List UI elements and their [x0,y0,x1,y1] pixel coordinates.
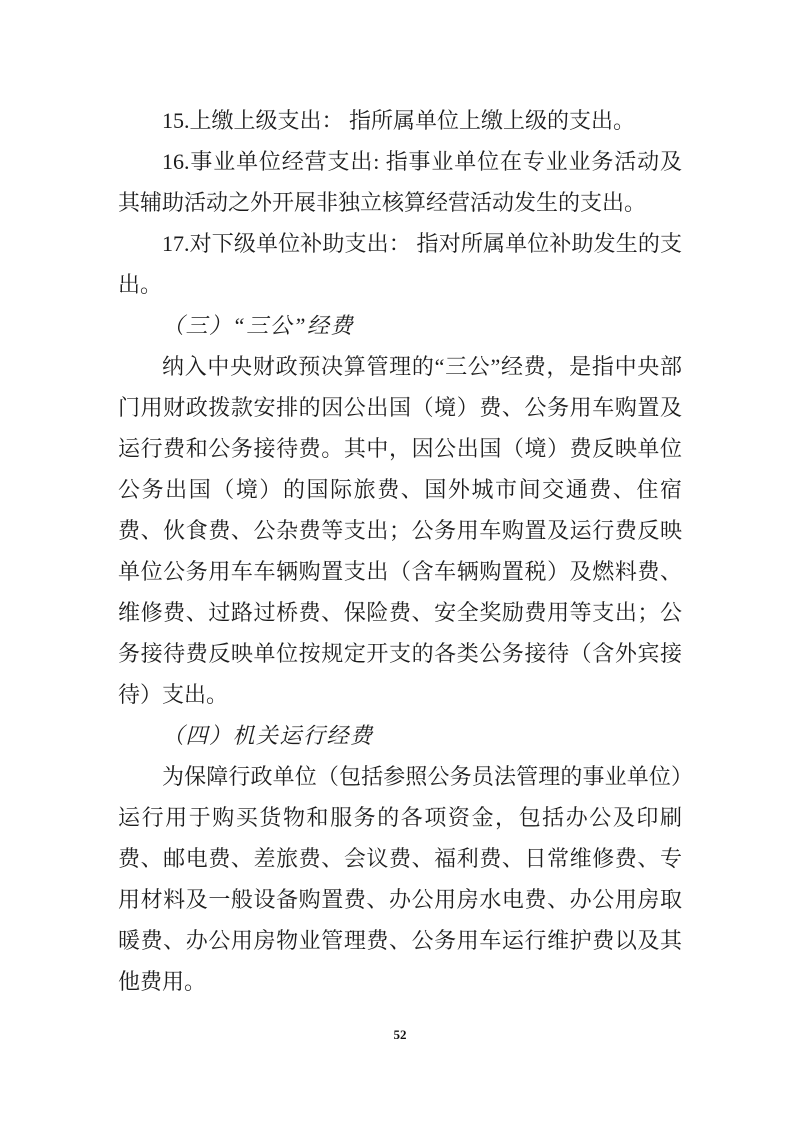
page-number: 52 [393,1027,407,1042]
document-content [118,100,682,1002]
section-heading-agency-operating-funds: （四）机关运行经费 [162,723,374,748]
section-heading-three-public-funds: （三）“三公”经费 [162,313,354,338]
paragraph-item-17: 17.对下级单位补助支出： 指对所属单位补助发生的支出。 [118,231,682,297]
paragraph-item-16: 16.事业单位经营支出: 指事业单位在专业业务活动及其辅助活动之外开展非独立核算经营活动发生的支出。 [118,149,682,215]
paragraph-three-public-funds-definition: 纳入中央财政预决算管理的“三公”经费，是指中央部门用财政拨款安排的因公出国（境）费、公务用车购置及运行费和公务接待费。其中，因公出国（境）费反映单位公务出国（境）的国际旅费、国外城市间交通费、住宿费、伙食费、公杂费等支出；公务用车购置及运行费反映单位公务用车车辆购置支出（含车辆购置税）及燃料费、维修费、过路过桥费、保险费、安全奖励费用等支出；公务接待费反映单位按规定开支的各类公务接待（含外宾接待）支出。 [118,354,682,707]
paragraph-agency-operating-funds-definition: 为保障行政单位（包括参照公务员法管理的事业单位）运行用于购买货物和服务的各项资金，包括办公及印刷费、邮电费、差旅费、会议费、福利费、日常维修费、专用材料及一般设备购置费、办公用房水电费、办公用房取暖费、办公用房物业管理费、公务用车运行维护费以及其他费用。 [118,764,682,994]
paragraph-item-15: 15.上缴上级支出： 指所属单位上缴上级的支出。 [162,108,636,133]
